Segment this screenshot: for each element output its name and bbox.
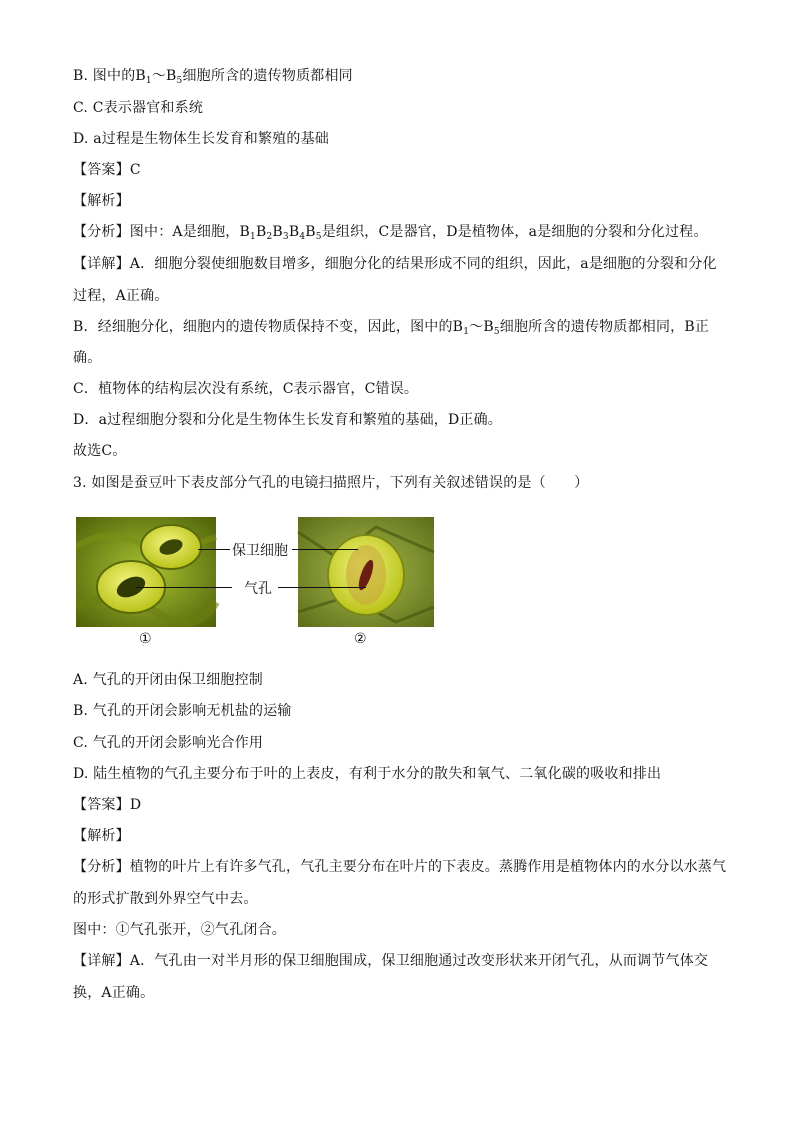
- detail-line: B．经细胞分化，细胞内的遗传物质保持不变，因此，图中的$B_1\sim B_5$细胞所含的遗传物质都相同，B正: [73, 319, 710, 337]
- label-stoma: 气孔: [242, 578, 274, 598]
- caption-2: ②: [354, 631, 367, 647]
- detail-line: 【详解】A．细胞分裂使细胞数目增多，细胞分化的结果形成不同的组织，因此，a是细胞的分裂和分化: [73, 256, 717, 272]
- option-b: B. 气孔的开闭会影响无机盐的运输: [73, 703, 292, 719]
- stoma-pointer-right: [278, 587, 366, 588]
- analysis-line: 的形式扩散到外界空气中去。: [73, 891, 258, 907]
- stomata-figure: [76, 517, 436, 652]
- detail-line: 过程，A正确。: [73, 288, 169, 304]
- option-c: C. 气孔的开闭会影响光合作用: [73, 735, 264, 751]
- analysis-heading: 【解析】: [73, 193, 130, 209]
- figure-explanation: 图中：①气孔张开，②气孔闭合。: [73, 922, 286, 938]
- label-guard-cell: 保卫细胞: [230, 540, 290, 560]
- option-d: D. a过程是生物体生长发育和繁殖的基础: [73, 131, 329, 147]
- detail-line: 确。: [73, 350, 102, 366]
- stoma-pointer-left: [136, 587, 232, 588]
- option-c: C. C表示器官和系统: [73, 100, 204, 116]
- guard-cell-pointer-right: [292, 549, 358, 550]
- option-d: D. 陆生植物的气孔主要分布于叶的上表皮，有利于水分的散失和氧气、二氧化碳的吸收和排出: [73, 766, 662, 782]
- analysis-heading: 【解析】: [73, 828, 130, 844]
- option-b: B. 图中的$B_1\sim B_5$细胞所含的遗传物质都相同: [73, 68, 353, 86]
- detail-line: D．a过程细胞分裂和分化是生物体生长发育和繁殖的基础，D正确。: [73, 412, 502, 428]
- caption-1: ①: [139, 631, 152, 647]
- conclusion-line: 故选C。: [73, 443, 127, 459]
- answer-line: 【答案】D: [73, 797, 142, 813]
- guard-cell-pointer-left: [198, 549, 232, 550]
- detail-line: C．植物体的结构层次没有系统，C表示器官，C错误。: [73, 381, 419, 397]
- answer-line: 【答案】C: [73, 162, 141, 178]
- detail-line: 换，A正确。: [73, 985, 155, 1001]
- option-a: A. 气孔的开闭由保卫细胞控制: [73, 672, 264, 688]
- detail-line: 【详解】A．气孔由一对半月形的保卫细胞围成，保卫细胞通过改变形状来开闭气孔，从而调节气体交: [73, 953, 709, 969]
- analysis-summary: 【分析】图中：A是细胞，$B_1B_2B_3B_4B_5$是组织，C是器官，D是植物体，a是细胞的分裂和分化过程。: [73, 224, 708, 242]
- question-3: 3. 如图是蚕豆叶下表皮部分气孔的电镜扫描照片，下列有关叙述错误的是（ ）: [73, 475, 589, 491]
- analysis-line: 【分析】植物的叶片上有许多气孔，气孔主要分布在叶片的下表皮。蒸腾作用是植物体内的水分以水蒸气: [73, 859, 727, 875]
